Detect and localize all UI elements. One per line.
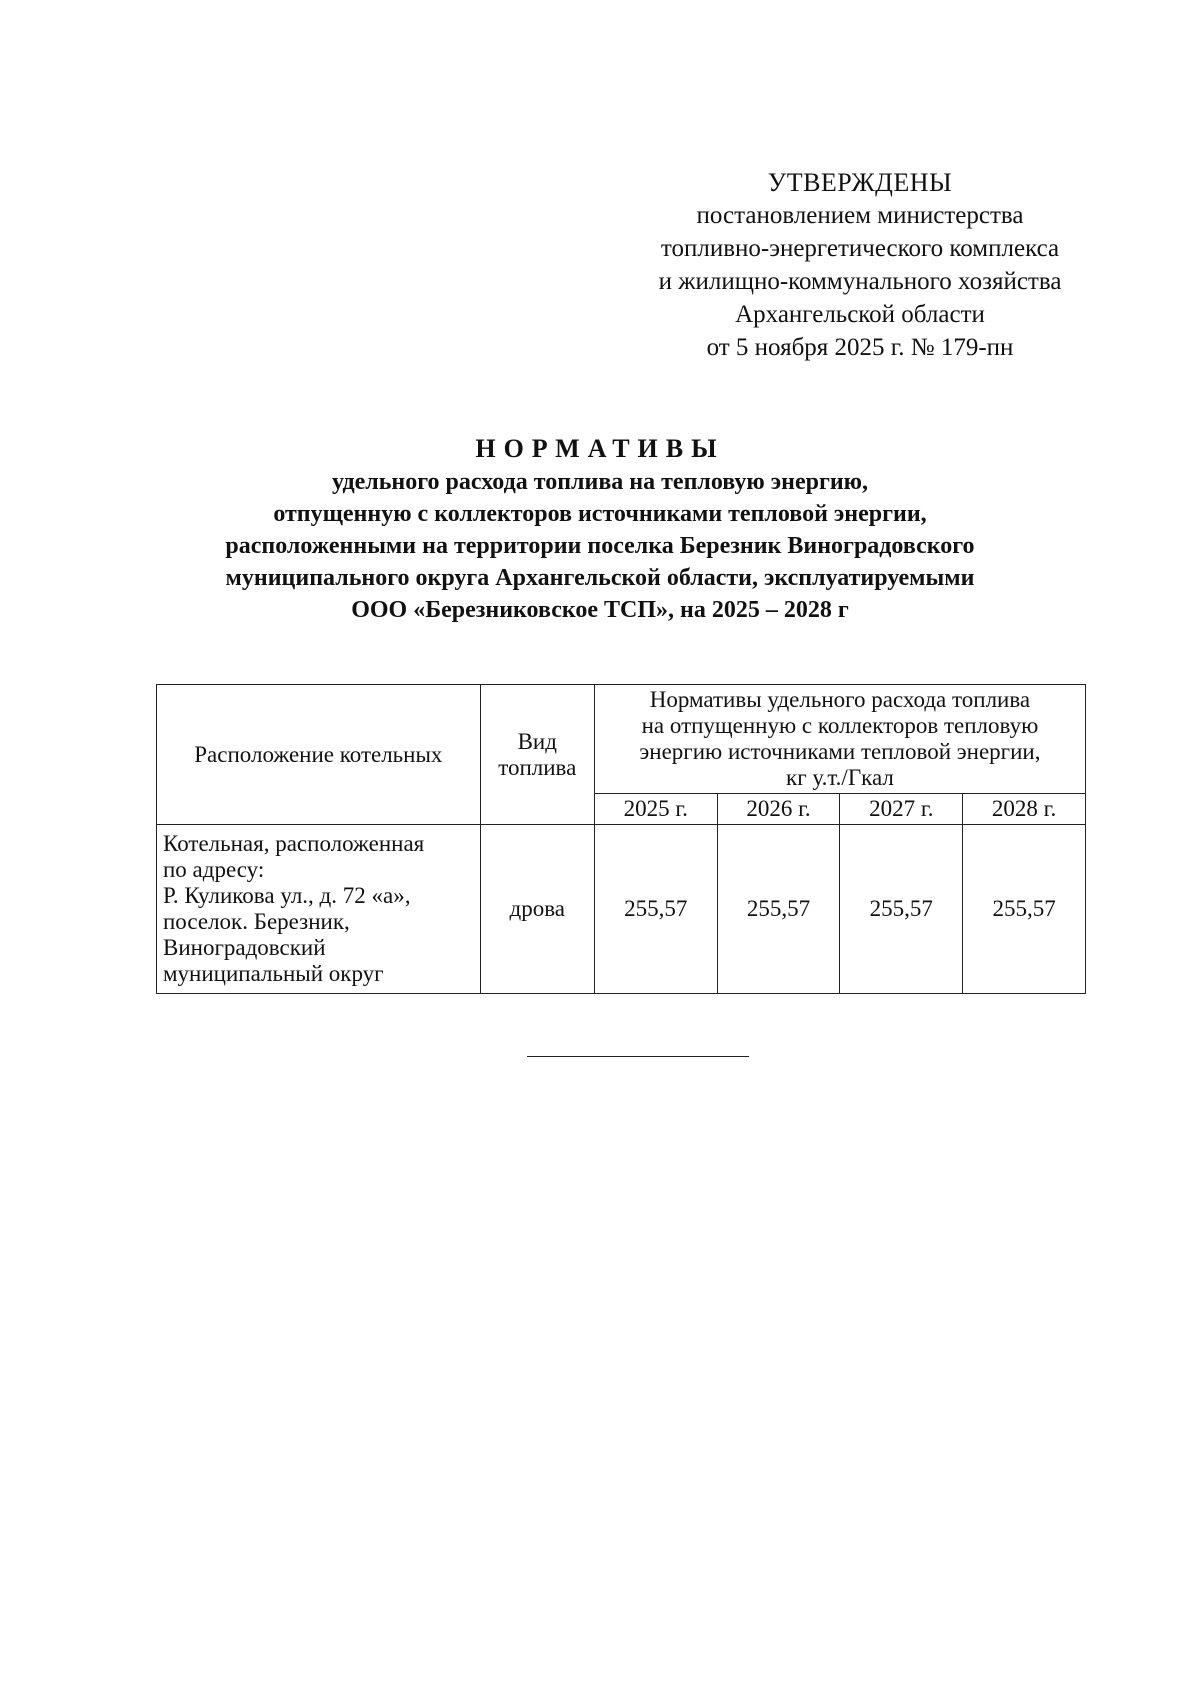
header-year: 2028 г. xyxy=(963,794,1086,825)
approval-block xyxy=(620,166,1100,364)
document-title-block xyxy=(150,432,1050,626)
location-line: Р. Куликова ул., д. 72 «а», xyxy=(163,883,411,908)
closing-divider xyxy=(527,1056,749,1057)
approval-line: и жилищно-коммунального хозяйства xyxy=(658,268,1062,295)
approval-line: Архангельской области xyxy=(735,301,985,328)
title-line: расположенными на территории поселка Березник Виноградовского xyxy=(225,533,975,559)
location-line: поселок. Березник, xyxy=(163,909,350,934)
location-line: по адресу: xyxy=(163,857,265,882)
header-year: 2027 г. xyxy=(840,794,963,825)
location-line: Виноградовский xyxy=(163,935,326,960)
header-norms-line: кг у.т./Гкал xyxy=(786,765,894,790)
approval-heading: УТВЕРЖДЕНЫ xyxy=(767,168,953,197)
title-line: удельного расхода топлива на тепловую энергию, xyxy=(331,469,869,495)
location-line: Котельная, расположенная xyxy=(163,831,425,856)
cell-value-2028: 255,57 xyxy=(963,825,1086,994)
approval-line: постановлением министерства xyxy=(696,202,1024,229)
title-line: муниципального округа Архангельской области, эксплуатируемыми xyxy=(225,565,975,591)
header-fuel-line: топлива xyxy=(498,754,577,780)
norms-table xyxy=(156,684,1086,994)
approval-line: от 5 ноября 2025 г. № 179-пн xyxy=(706,334,1014,361)
header-year: 2025 г. xyxy=(594,794,717,825)
cell-location xyxy=(157,825,481,994)
table-row xyxy=(157,825,1086,994)
cell-value-2026: 255,57 xyxy=(717,825,840,994)
cell-value-2025: 255,57 xyxy=(594,825,717,994)
document-title: НОРМАТИВЫ xyxy=(475,434,725,463)
header-norms-line: на отпущенную с коллекторов тепловую xyxy=(641,713,1039,738)
header-location: Расположение котельных xyxy=(157,685,481,825)
location-line: муниципальный округ xyxy=(163,961,384,986)
header-norms xyxy=(594,685,1085,794)
header-norms-line: Нормативы удельного расхода топлива xyxy=(649,687,1031,712)
table-header-row xyxy=(157,685,1086,794)
header-fuel-line: Вид xyxy=(517,728,557,754)
title-line: ООО «Березниковское ТСП», на 2025 – 2028 г xyxy=(351,597,849,623)
cell-fuel: дрова xyxy=(480,825,594,994)
header-year: 2026 г. xyxy=(717,794,840,825)
approval-line: топливно-энергетического комплекса xyxy=(660,235,1060,262)
title-line: отпущенную с коллекторов источниками тепловой энергии, xyxy=(273,501,927,527)
cell-value-2027: 255,57 xyxy=(840,825,963,994)
header-fuel-type xyxy=(480,685,594,825)
header-norms-line: энергию источниками тепловой энергии, xyxy=(639,739,1041,764)
